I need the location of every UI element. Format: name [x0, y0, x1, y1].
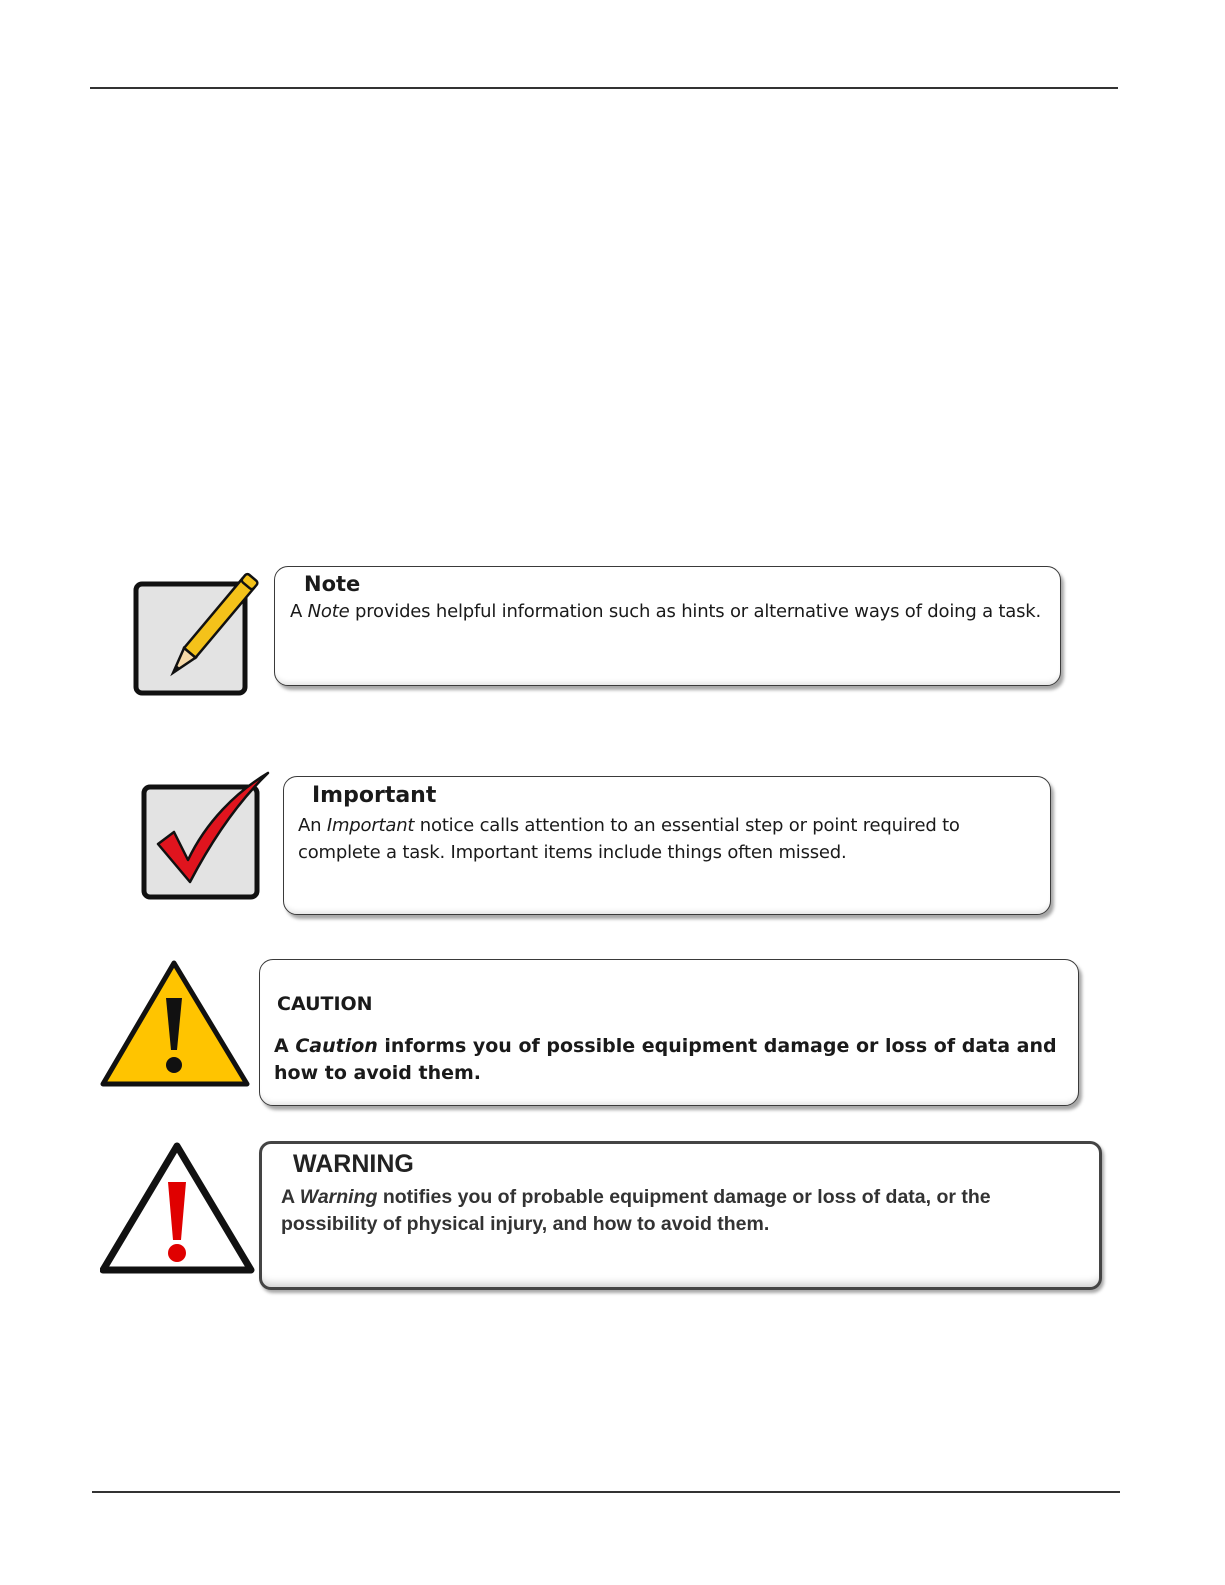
caution-triangle-icon [100, 958, 252, 1090]
warning-text: A Warning notifies you of probable equipment damage or loss of data, or the possibility of physical injury, and how to avoid them. [281, 1186, 991, 1235]
caution-title: CAUTION [277, 993, 373, 1015]
warning-triangle-icon [100, 1140, 256, 1276]
footer-rule [92, 1491, 1120, 1493]
note-title: Note [304, 572, 361, 596]
caution-text: A Caution informs you of possible equipment damage or loss of data and how to avoid them. [274, 1035, 1057, 1084]
important-box [283, 776, 1051, 915]
checkmark-icon [138, 770, 273, 902]
header-rule [90, 87, 1118, 89]
important-text: An Important notice calls attention to an essential step or point required to complete a task. Important items include things often missed. [298, 815, 960, 863]
note-text: A Note provides helpful information such as hints or alternative ways of doing a task. [290, 601, 1042, 622]
warning-box [259, 1141, 1102, 1290]
important-title: Important [312, 783, 437, 808]
pencil-icon [130, 568, 265, 698]
warning-title: WARNING [293, 1150, 414, 1178]
note-box [274, 566, 1061, 686]
caution-box [259, 959, 1079, 1106]
